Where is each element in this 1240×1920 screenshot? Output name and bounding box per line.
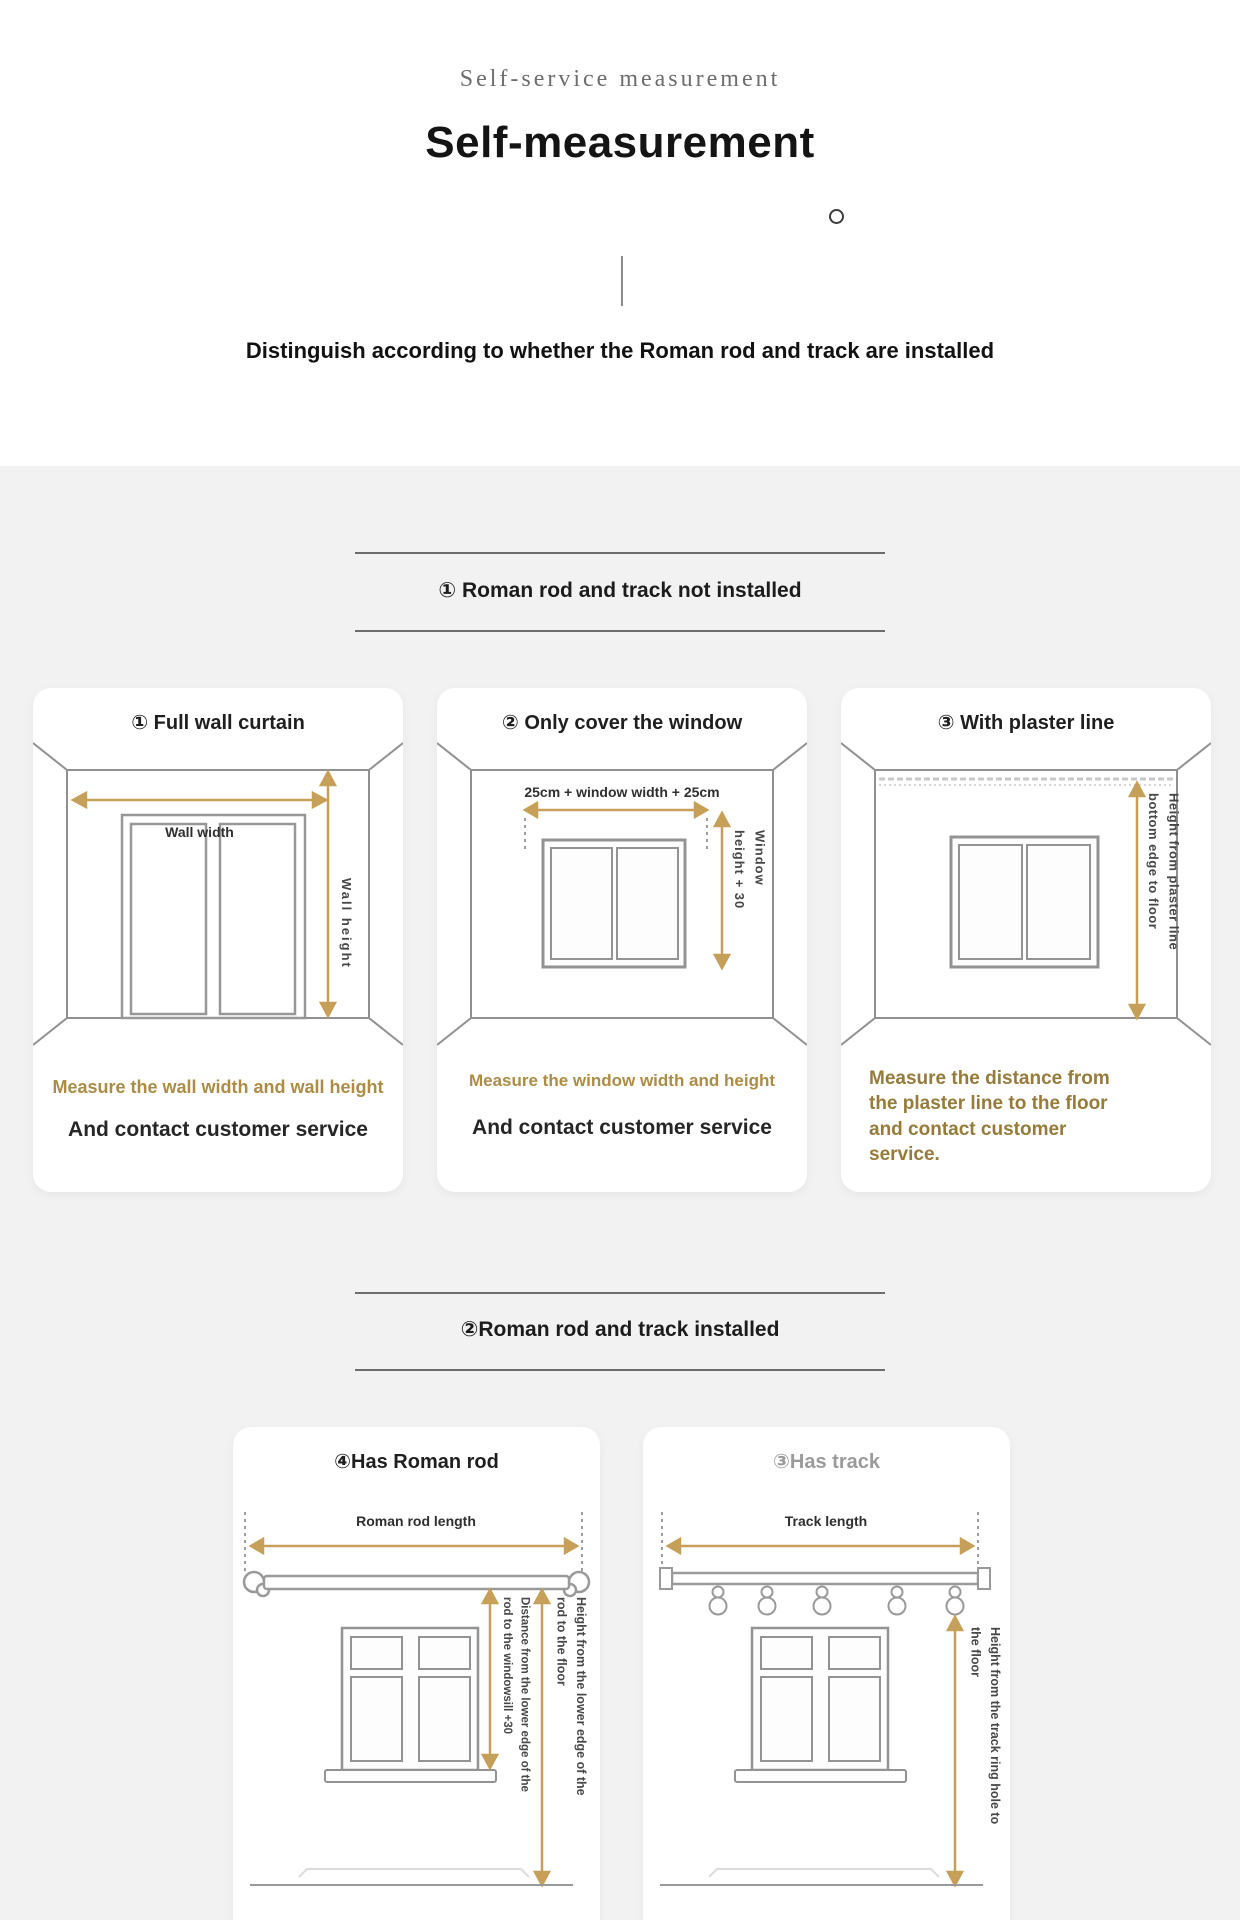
- wall-height-arrow: [321, 772, 335, 1016]
- window-four-pane: [735, 1628, 906, 1782]
- windowsill: [325, 1770, 496, 1782]
- card-only-cover-window: [437, 688, 807, 1192]
- window-width-label: 25cm + window width + 25cm: [524, 784, 720, 800]
- card-has-roman-rod: [233, 1427, 600, 1920]
- section2-heading: ②Roman rod and track installed: [460, 1318, 780, 1341]
- wall-height-label: Wall height: [339, 878, 355, 969]
- window-height-label: Window height + 30: [732, 830, 768, 910]
- card1-title: ① Full wall curtain: [131, 712, 305, 734]
- section2-line-top: [355, 1292, 885, 1294]
- decorative-divider: [621, 256, 623, 306]
- card-full-wall-curtain: [33, 688, 403, 1192]
- section2-line-bottom: [355, 1369, 885, 1371]
- card1-measure-note: Measure the wall width and wall height: [52, 1077, 384, 1097]
- section1-line-bottom: [355, 630, 885, 632]
- eyebrow-text: Self-service measurement: [459, 66, 781, 92]
- ring-to-floor-arrow: [948, 1617, 962, 1885]
- skirting: [299, 1869, 529, 1877]
- wall-width-arrow: [73, 793, 326, 807]
- double-doors: [122, 815, 305, 1018]
- window-two-pane: [951, 837, 1098, 967]
- rod-to-floor-label: Height from the lower edge of the rod to the floor: [554, 1597, 588, 1796]
- ring-to-floor-label: Height from the track ring hole to the floor: [968, 1627, 1002, 1825]
- track-rings: [710, 1587, 964, 1615]
- card2-title: ② Only cover the window: [501, 712, 743, 734]
- card-has-track: [643, 1427, 1010, 1920]
- rod-to-floor-arrow: [535, 1590, 549, 1885]
- page-title: Self-measurement: [425, 118, 815, 167]
- rod-length-label: Roman rod length: [356, 1513, 476, 1529]
- rod-to-sill-label: Distance from the lower edge of the rod to the windowsill +30: [500, 1597, 531, 1792]
- window-width-arrow: [525, 803, 707, 817]
- decorative-circle: [829, 209, 844, 224]
- card2-measure-note: Measure the window width and height: [468, 1071, 775, 1090]
- plaster-height-arrow: [1130, 783, 1144, 1018]
- roman-rod: [244, 1572, 589, 1596]
- skirting: [709, 1869, 939, 1877]
- track-length-label: Track length: [784, 1513, 868, 1529]
- card5-title: ③Has track: [773, 1451, 880, 1473]
- gray-section-background: [0, 466, 1240, 1920]
- section1-line-top: [355, 552, 885, 554]
- card4-title: ④Has Roman rod: [334, 1451, 499, 1473]
- card1-contact-note: And contact customer service: [68, 1118, 368, 1141]
- card2-contact-note: And contact customer service: [472, 1116, 772, 1139]
- plaster-lace-line: [879, 779, 1173, 785]
- card3-title: ③ With plaster line: [937, 712, 1115, 734]
- roman-rod-diagram: [233, 1497, 600, 1897]
- rod-to-sill-arrow: [483, 1590, 497, 1768]
- rod-length-arrow: [251, 1539, 577, 1553]
- section1-heading: ① Roman rod and track not installed: [438, 579, 802, 602]
- track-length-arrow: [668, 1539, 973, 1553]
- curtain-track: [660, 1568, 990, 1589]
- page-subtitle: Distinguish according to whether the Roman rod and track are installed: [245, 338, 995, 363]
- card3-measure-note: Measure the distance from the plaster line to the floor and contact customer service.: [869, 1068, 1110, 1166]
- window-four-pane: [325, 1628, 496, 1782]
- wall-width-label: Wall width: [165, 824, 234, 840]
- window-height-arrow: [715, 813, 729, 968]
- track-diagram: [643, 1497, 1010, 1897]
- window-two-pane: [543, 840, 685, 967]
- windowsill: [735, 1770, 906, 1782]
- card-with-plaster-line: [841, 688, 1211, 1192]
- plaster-height-label: Height from plaster line bottom edge to floor: [1146, 793, 1182, 951]
